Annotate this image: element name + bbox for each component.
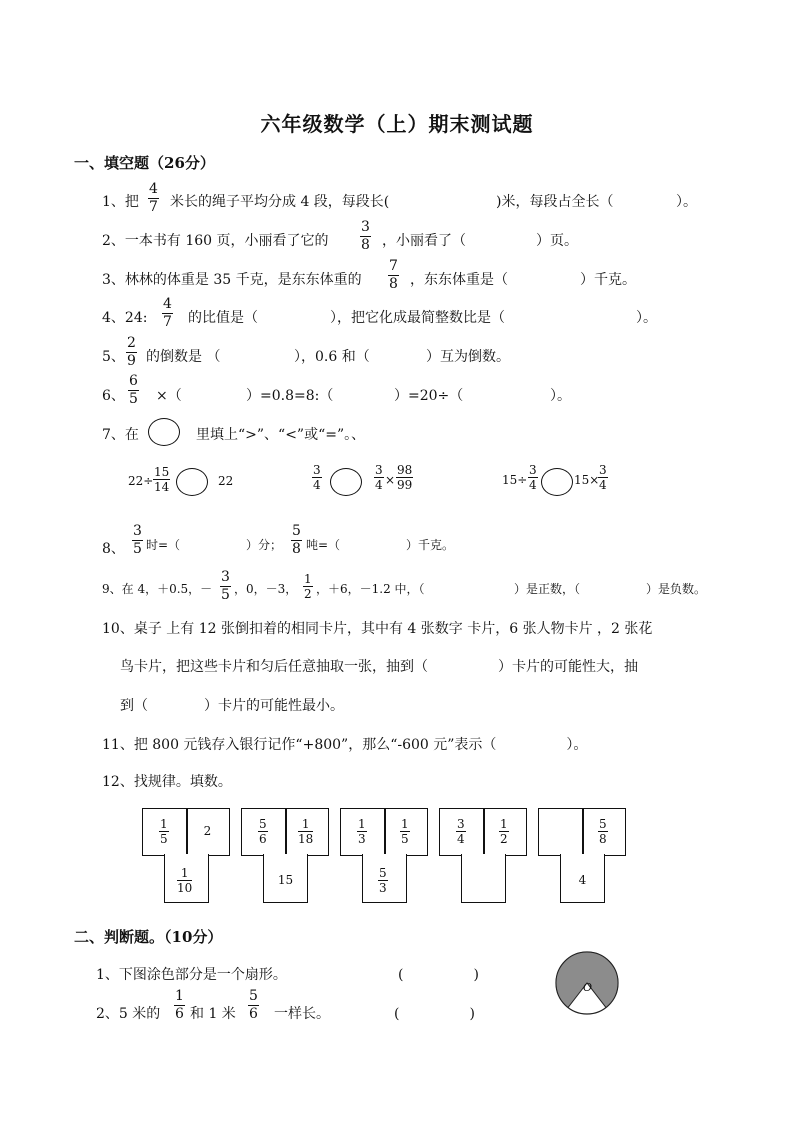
puzzle-1-top-left: $\frac{1}{5}$	[160, 817, 168, 846]
q3-text-a: 3、林林的体重是 35 千克，是东东体重的	[102, 272, 362, 288]
puzzle-3-bottom-value: $\frac{5}{3}$	[379, 866, 387, 895]
q1-text-c: )米，每段占全长（	[496, 194, 614, 210]
q9-text-d: ）是正数，（	[514, 582, 581, 596]
q8-text-d: 吨=（	[306, 538, 341, 552]
q2-text-b: ，小丽看了（	[382, 233, 466, 249]
q7-e2-fraction-2: $\frac{3}{4}$	[375, 463, 383, 492]
q8-fraction-2: $\frac{5}{8}$	[292, 523, 301, 557]
puzzle-4-bottom-empty[interactable]	[461, 854, 506, 903]
q4-text-d: ）。	[636, 310, 657, 326]
q7-e1-right: 22	[218, 474, 234, 488]
q9-text-a: 9、在 4，＋0.5，－	[102, 582, 213, 596]
q7-e2-times: ×	[385, 473, 396, 487]
q4-text-a: 4、24:	[102, 310, 148, 326]
q7-e2-fraction-3: $\frac{98}{99}$	[397, 463, 413, 492]
q8-text-c: ）分；	[246, 538, 283, 552]
section-1-heading: 一、填空题（26分）	[74, 154, 215, 172]
q10-line-1: 10、桌子 上有 12 张倒扣着的相同卡片，其中有 4 张数字 卡片，6 张人物卡片 ，2 张花	[102, 621, 653, 637]
q7-e3-mid: 15×	[574, 473, 600, 487]
q8-text-a: 8、	[102, 541, 125, 557]
judge-1-answer[interactable]: ( )	[398, 967, 479, 983]
q10-line-2: 鸟卡片，把这些卡片和匀后任意抽取一张，抽到（ ）卡片的可能性大，抽	[120, 659, 638, 675]
q6-text-e: ）。	[550, 388, 571, 404]
q6-text-a: 6、	[102, 388, 125, 404]
q5-fraction: $\frac{2}{9}$	[127, 335, 136, 369]
judge-1-text: 1、下图涂色部分是一个扇形。	[96, 967, 287, 983]
puzzle-4-top-left: $\frac{3}{4}$	[457, 817, 465, 846]
puzzle-2-bottom	[263, 854, 308, 903]
q5-text-d: ）互为倒数。	[426, 349, 510, 365]
q6-text-c: ）=0.8=8:（	[246, 388, 334, 404]
section-2-heading: 二、判断题。（10分）	[74, 928, 223, 946]
puzzle-2-top-right: $\frac{1}{18}$	[298, 817, 314, 846]
sector-figure	[554, 950, 620, 1016]
q7-text-a: 7、在	[102, 427, 139, 443]
q7-e3-fraction-1: $\frac{3}{4}$	[529, 463, 537, 492]
judge-2-answer[interactable]: ( )	[394, 1006, 475, 1022]
q8-fraction-1: $\frac{3}{5}$	[133, 523, 142, 557]
q7-e3-fraction-2: $\frac{3}{4}$	[599, 463, 607, 492]
q2-fraction: $\frac{3}{8}$	[361, 219, 370, 253]
judge-2-fraction-1: $\frac{1}{6}$	[175, 988, 184, 1022]
q3-text-c: ）千克。	[580, 272, 636, 288]
q3-text-b: ，东东体重是（	[410, 272, 508, 288]
q8-text-e: ）千克。	[406, 538, 455, 552]
q1-text-d: ）。	[676, 194, 697, 210]
q7-e1-left: 22÷	[128, 474, 154, 488]
puzzle-5-top	[538, 808, 626, 856]
q2-text-a: 2、一本书有 160 页，小丽看了它的	[102, 233, 329, 249]
q9-fraction-1: $\frac{3}{5}$	[221, 569, 230, 603]
q4-fraction: $\frac{4}{7}$	[163, 296, 172, 330]
q6-text-d: ）=20÷（	[394, 388, 464, 404]
sector-center-label: O	[583, 981, 593, 994]
q10-line-3: 到（ ）卡片的可能性最小。	[120, 698, 344, 714]
puzzle-2-top-left: $\frac{5}{6}$	[259, 817, 267, 846]
puzzle-3-top-right: $\frac{1}{5}$	[401, 817, 409, 846]
q7-e3-left: 15÷	[502, 473, 528, 487]
puzzle-1-bottom-value: $\frac{1}{10}$	[177, 866, 193, 895]
q5-text-a: 5、	[102, 349, 125, 365]
compare-circle-1[interactable]	[176, 468, 208, 496]
puzzle-3-top	[340, 808, 428, 856]
q7-e1-fraction: $\frac{15}{14}$	[154, 465, 170, 494]
q8-text-b: 时=（	[146, 538, 181, 552]
compare-circle-3[interactable]	[541, 468, 573, 496]
q2-text-c: ）页。	[536, 233, 578, 249]
q4-text-c: ），把它化成最简整数比是（	[330, 310, 505, 326]
puzzle-1-bottom	[164, 854, 209, 903]
puzzle-1-top-right: 2	[203, 824, 212, 838]
q5-text-c: ），0.6 和（	[294, 349, 370, 365]
judge-2-text-c: 一样长。	[274, 1006, 330, 1022]
puzzle-4-top-right: $\frac{1}{2}$	[500, 817, 508, 846]
q7-e2-fraction-1: $\frac{3}{4}$	[313, 463, 321, 492]
puzzle-2-bottom-value: 15	[277, 873, 294, 887]
puzzle-1-top	[142, 808, 230, 856]
question-11: 11、把 800 元钱存入银行记作“+800”，那么“-600 元”表示（ ）。	[102, 737, 588, 753]
q9-text-e: ）是负数。	[646, 582, 707, 596]
q3-fraction: $\frac{7}{8}$	[389, 258, 398, 292]
puzzle-3-bottom	[362, 854, 407, 903]
q6-text-b: ×（	[156, 388, 182, 404]
q1-text-b: 米长的绳子平均分成 4 段，每段长(	[170, 194, 390, 210]
puzzle-5-bottom	[560, 854, 605, 903]
q9-text-c: ，＋6，－1.2 中，（	[316, 582, 425, 596]
puzzle-5-top-right: $\frac{5}{8}$	[599, 817, 607, 846]
puzzle-4-top	[439, 808, 527, 856]
puzzle-5-bottom-value: 4	[578, 873, 587, 887]
compare-circle-2[interactable]	[330, 468, 362, 496]
judge-2-fraction-2: $\frac{5}{6}$	[249, 988, 258, 1022]
q4-text-b: 的比值是（	[188, 310, 258, 326]
judge-2-text-b: 和 1 米	[190, 1006, 236, 1022]
q9-fraction-2: $\frac{1}{2}$	[304, 572, 312, 601]
q7-text-b: 里填上“>”、“<”或“=”。、	[196, 427, 366, 443]
judge-2-text-a: 2、5 米的	[96, 1006, 161, 1022]
q5-text-b: 的倒数是 （	[146, 349, 221, 365]
puzzle-2-top	[241, 808, 329, 856]
puzzle-3-top-left: $\frac{1}{3}$	[358, 817, 366, 846]
q9-text-b: ，0，－3，	[234, 582, 298, 596]
compare-circle-example	[148, 418, 180, 446]
q1-fraction: $\frac{4}{7}$	[149, 181, 158, 215]
q1-text-a: 1、把	[102, 194, 139, 210]
page-title: 六年级数学（上）期末测试题	[260, 112, 534, 136]
q6-fraction: $\frac{6}{5}$	[129, 373, 138, 407]
question-12: 12、找规律。填数。	[102, 774, 232, 790]
